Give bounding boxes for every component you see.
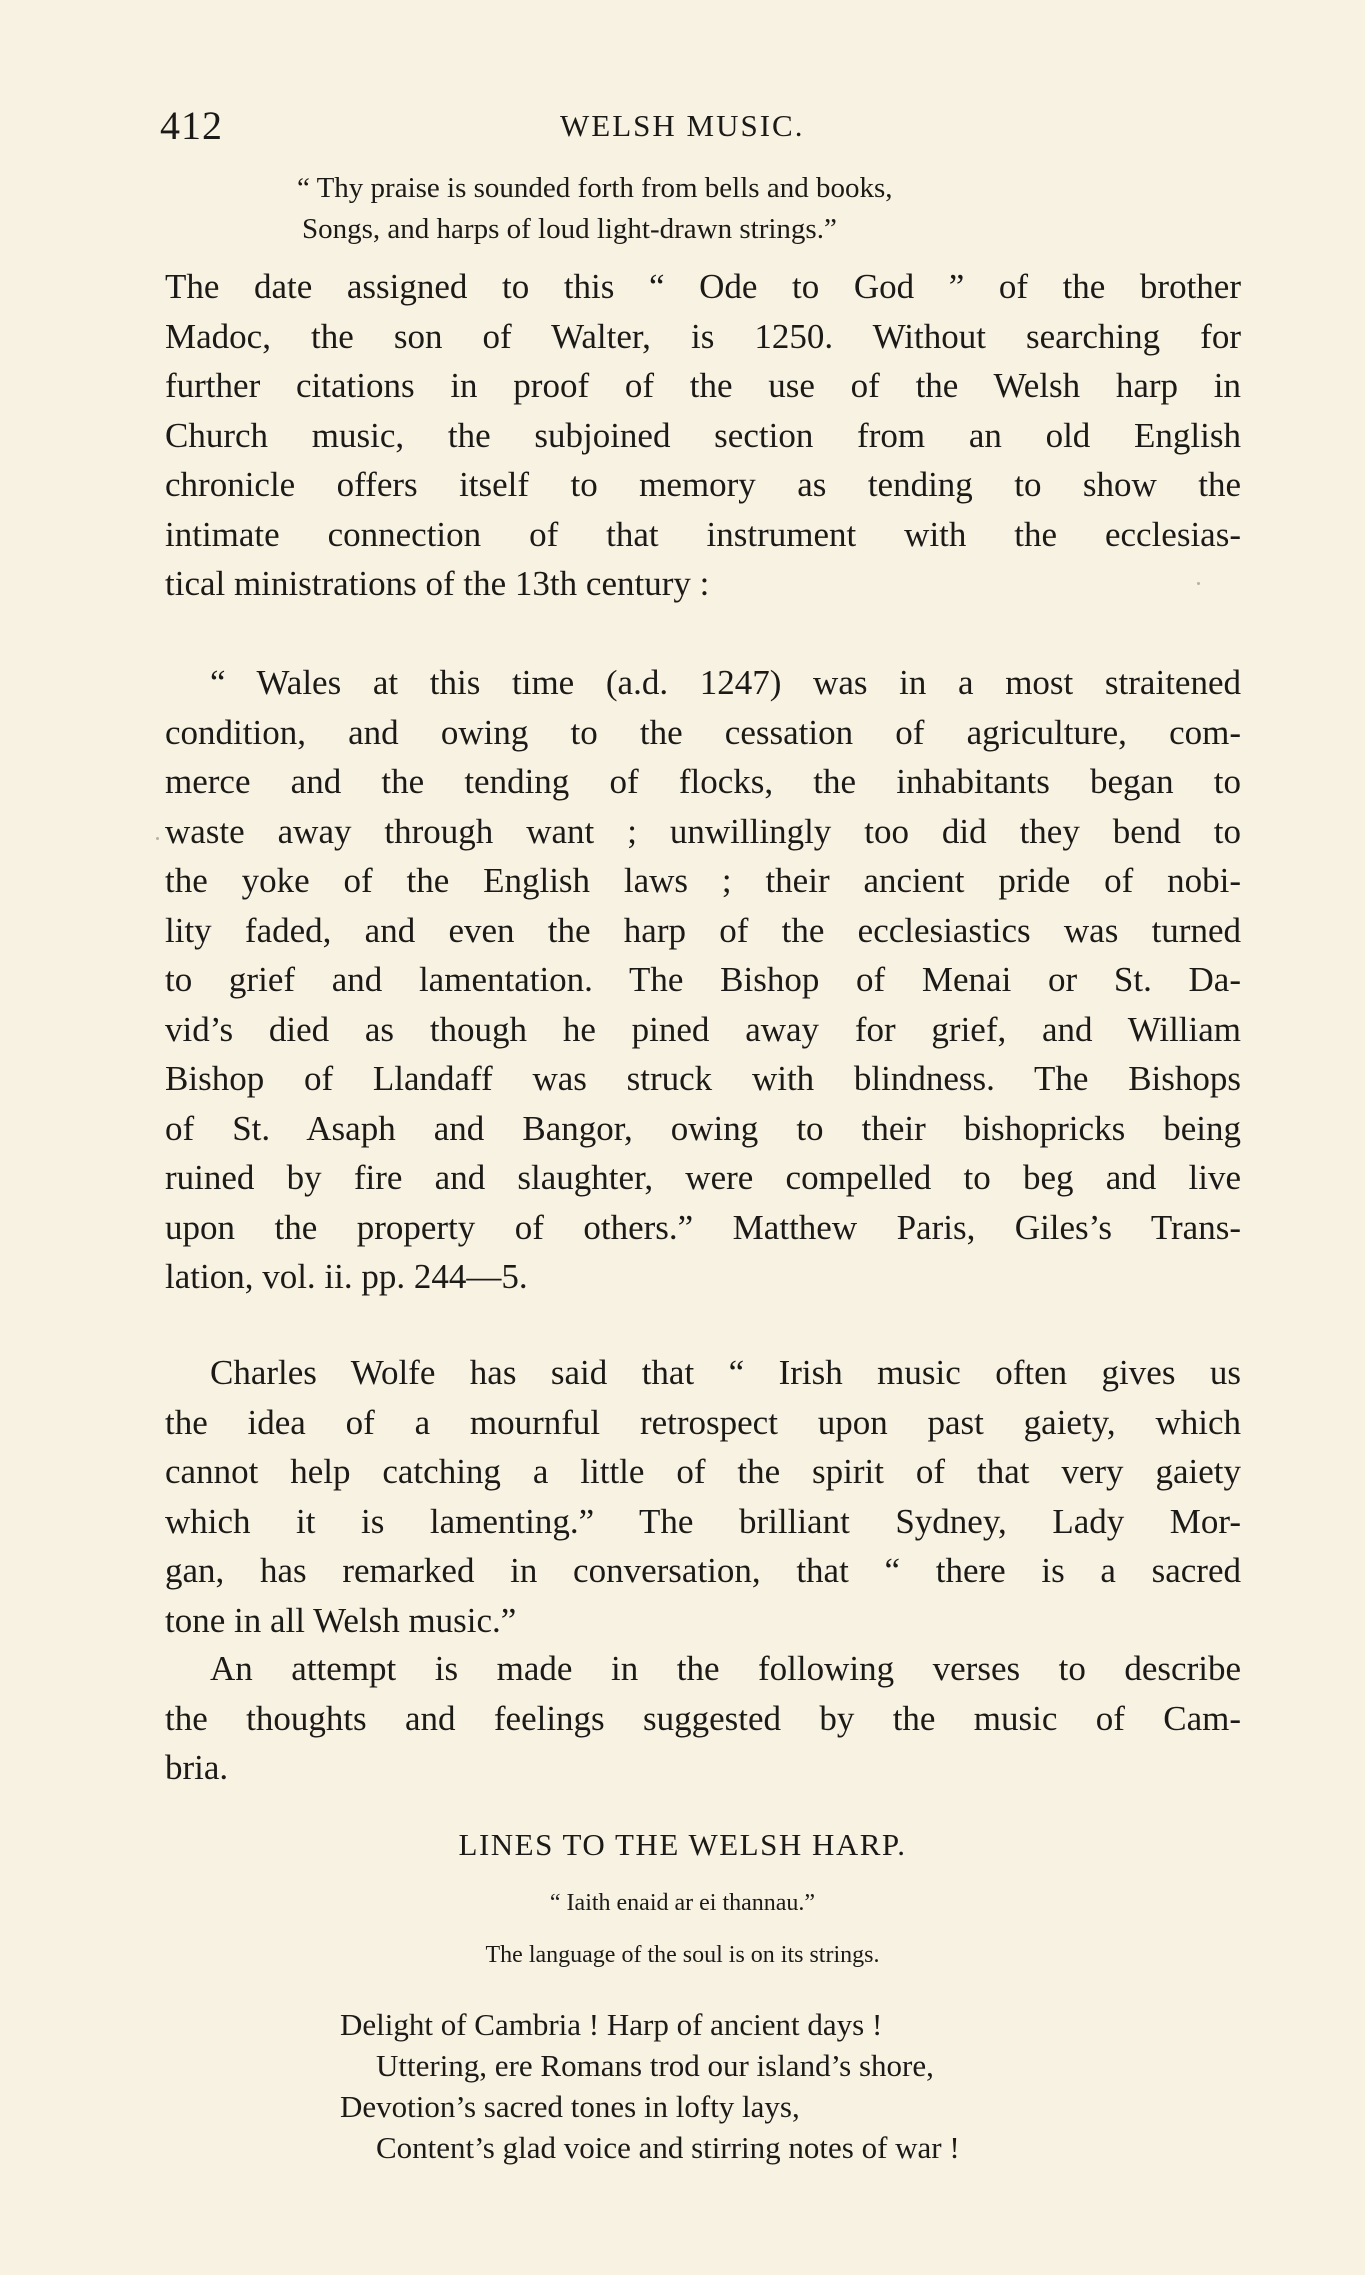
text-line: the thoughts and feelings suggested by the music of Cam- (165, 1698, 1241, 1738)
text-line: bria. (165, 1748, 229, 1787)
poem-title: LINES TO THE WELSH HARP. (458, 1827, 907, 1862)
epigraph-line: Songs, and harps of loud light-drawn strings.” (302, 213, 837, 245)
text-line: cannot help catching a little of the spirit of that very gaiety (165, 1452, 1241, 1491)
text-line: tone in all Welsh music.” (165, 1600, 517, 1640)
text-line: waste away through want ; unwillingly too did they bend to (165, 811, 1241, 851)
paragraph-verses-intro (165, 1644, 1241, 1793)
text-line: which it is lamenting.” The brilliant Sydney, Lady Mor- (165, 1501, 1241, 1541)
paper-speck (156, 837, 159, 840)
text-line: gan, has remarked in conversation, that “ there is a sacred (165, 1551, 1241, 1590)
poem-motto: “ Iaith enaid ar ei thannau.” (549, 1890, 816, 1916)
text-line: An attempt is made in the following verses to describe (210, 1649, 1241, 1688)
poem-line: Delight of Cambria ! Harp of ancient days ! (340, 2007, 883, 2042)
text-line: tical ministrations of the 13th century : (165, 564, 710, 603)
text-line: the idea of a mournful retrospect upon past gaiety, which (165, 1402, 1241, 1442)
text-line: “ Wales at this time (a.d. 1247) was in a most straitened (210, 663, 1241, 702)
paragraph-charles-wolfe (165, 1348, 1241, 1645)
text-line: to grief and lamentation. The Bishop of Menai or St. Da- (165, 960, 1241, 999)
paper-speck (1197, 582, 1200, 585)
poem-line: Devotion’s sacred tones in lofty lays, (340, 2089, 800, 2124)
text-line: vid’s died as though he pined away for grief, and William (165, 1009, 1241, 1049)
epigraph-line: “ Thy praise is sounded forth from bells and books, (297, 172, 893, 204)
text-line: Madoc, the son of Walter, is 1250. Without searching for (165, 316, 1241, 356)
text-line: lity faded, and even the harp of the ecclesiastics was turned (165, 910, 1241, 950)
poem-stanza (340, 2004, 960, 2168)
running-head (160, 102, 1240, 152)
page-number: 412 (160, 103, 223, 148)
text-line: chronicle offers itself to memory as tending to show the (165, 465, 1241, 504)
text-line: Church music, the subjoined section from an old English (165, 415, 1241, 455)
epigraph (297, 168, 892, 250)
text-line: of St. Asaph and Bangor, owing to their bishopricks being (165, 1108, 1241, 1148)
text-line: Bishop of Llandaff was struck with blindness. The Bishops (165, 1059, 1241, 1098)
text-line: lation, vol. ii. pp. 244—5. (165, 1257, 528, 1296)
paragraph-ode-date (165, 262, 1241, 609)
poem-line: Content’s glad voice and stirring notes of war ! (376, 2130, 960, 2165)
text-line: upon the property of others.” Matthew Paris, Giles’s Trans- (165, 1207, 1241, 1247)
text-line: condition, and owing to the cessation of agriculture, com- (165, 712, 1241, 752)
text-line: intimate connection of that instrument with the ecclesias- (165, 514, 1241, 554)
text-line: further citations in proof of the use of the Welsh harp in (165, 366, 1241, 405)
poem-motto-translation: The language of the soul is on its strings. (485, 1942, 880, 1968)
text-line: The date assigned to this “ Ode to God ” of the brother (165, 267, 1241, 306)
text-line: merce and the tending of flocks, the inhabitants began to (165, 762, 1241, 801)
text-line: the yoke of the English laws ; their ancient pride of nobi- (165, 861, 1241, 900)
text-line: ruined by fire and slaughter, were compelled to beg and live (165, 1158, 1241, 1197)
paragraph-chronicle-quote (165, 658, 1241, 1302)
text-line: Charles Wolfe has said that “ Irish music often gives us (210, 1353, 1241, 1392)
poem-line: Uttering, ere Romans trod our island’s shore, (376, 2048, 934, 2083)
running-title: WELSH MUSIC. (560, 108, 805, 143)
